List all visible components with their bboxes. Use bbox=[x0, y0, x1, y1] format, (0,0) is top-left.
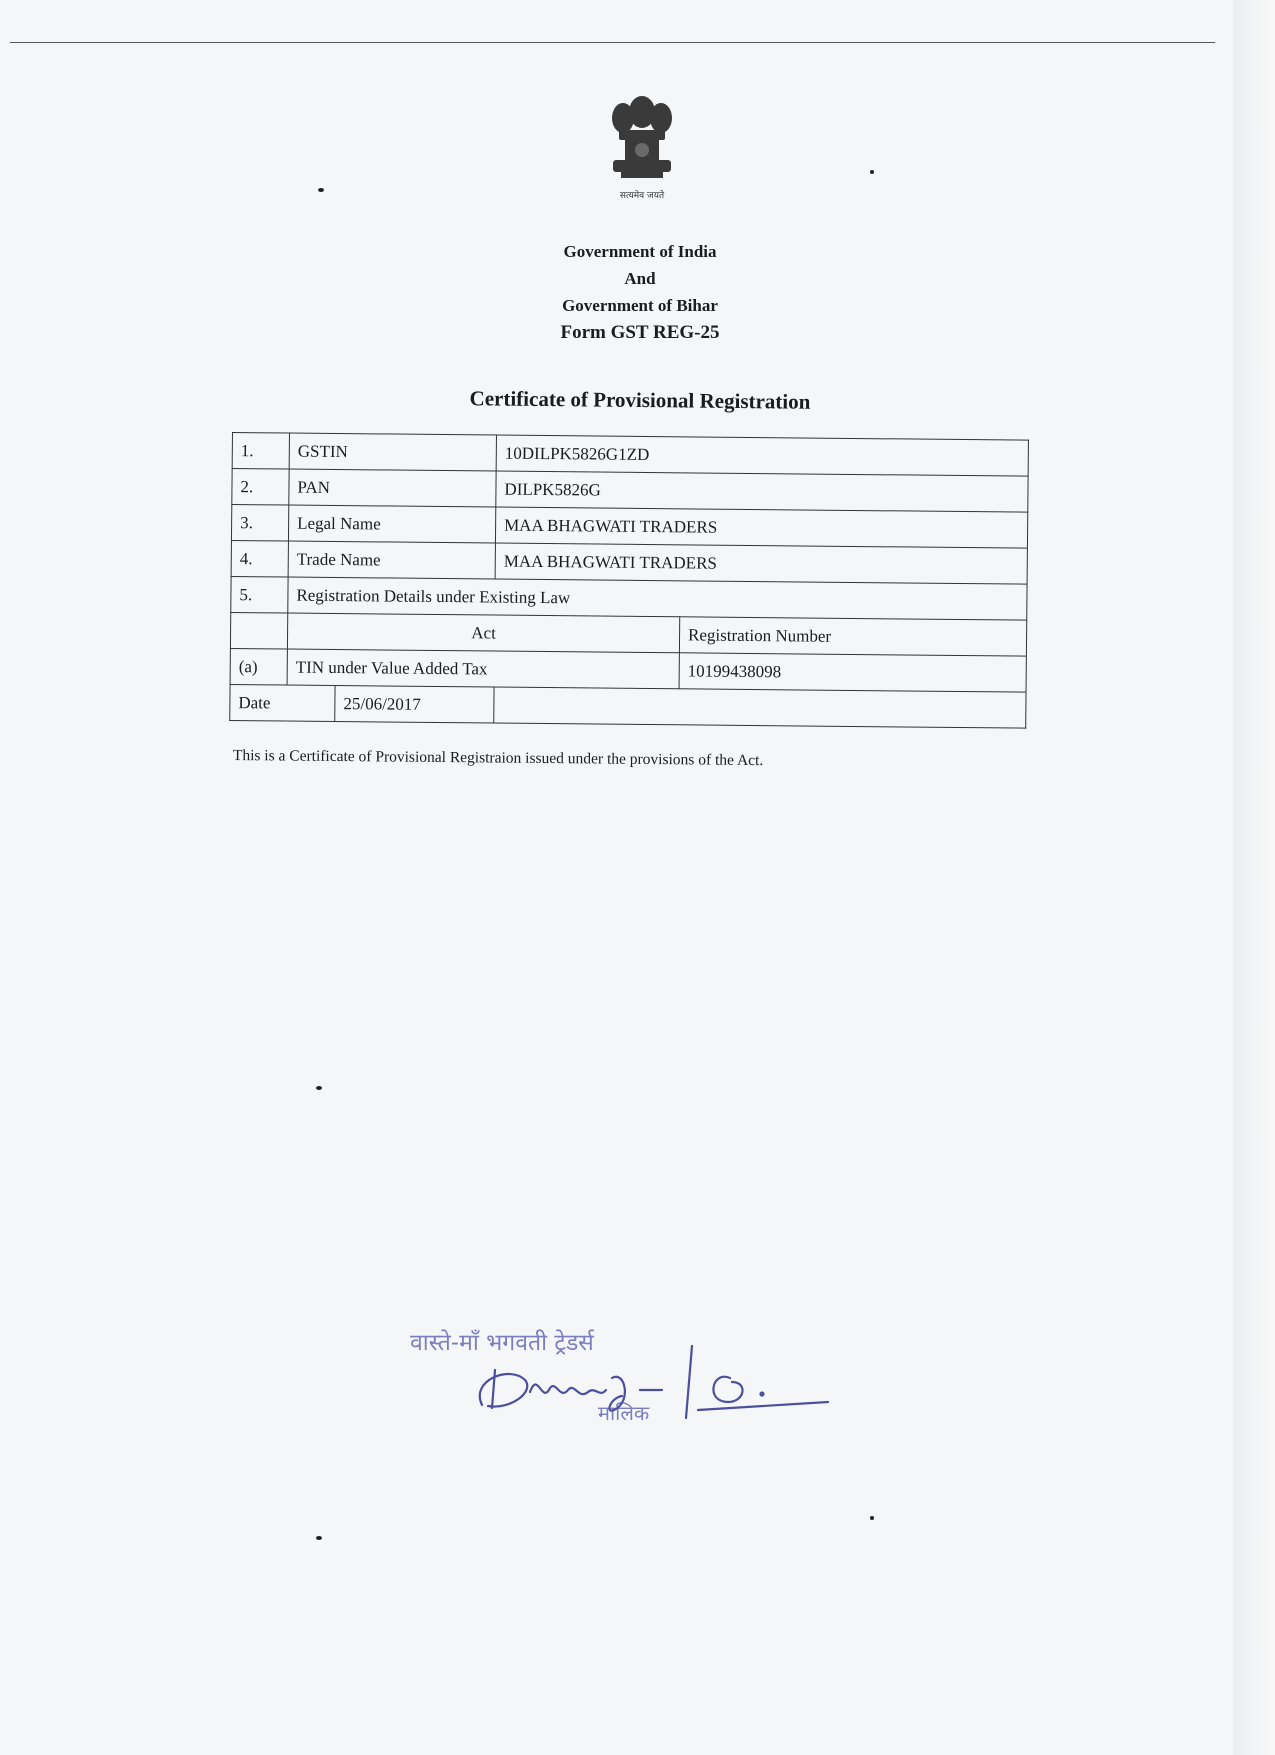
date-label-cell bbox=[230, 684, 494, 723]
scan-speck bbox=[316, 1086, 322, 1090]
row-label: Trade Name bbox=[288, 541, 495, 579]
scan-speck bbox=[870, 170, 874, 174]
row-label: GSTIN bbox=[289, 433, 496, 471]
national-emblem-icon bbox=[605, 90, 679, 210]
header-line-1: Government of India bbox=[563, 242, 717, 261]
registration-table bbox=[229, 432, 1029, 729]
header-line-2: And bbox=[624, 269, 656, 288]
form-number: Form GST REG-25 bbox=[560, 322, 720, 343]
row-label: PAN bbox=[289, 469, 496, 507]
date-value: 25/06/2017 bbox=[343, 694, 421, 714]
table-row bbox=[230, 684, 1026, 728]
section-label: Registration Details under Existing Law bbox=[288, 577, 1027, 620]
row-number: (a) bbox=[230, 648, 287, 685]
row-number: 1. bbox=[232, 433, 289, 470]
emblem-motto: सत्यमेव जयते bbox=[619, 191, 665, 201]
pan-value: DILPK5826G bbox=[496, 471, 1028, 512]
handwritten-signature bbox=[480, 1346, 828, 1418]
row-label: Legal Name bbox=[288, 505, 495, 543]
empty-cell bbox=[230, 612, 287, 649]
registration-number-header: Registration Number bbox=[679, 617, 1026, 656]
act-name: TIN under Value Added Tax bbox=[287, 649, 679, 689]
header-line-3: Government of Bihar bbox=[562, 296, 718, 315]
scan-edge bbox=[1233, 0, 1275, 1755]
certificate-footnote: This is a Certificate of Provisional Registraion issued under the provisions of the Act. bbox=[232, 747, 764, 770]
trade-name-value: MAA BHAGWATI TRADERS bbox=[495, 543, 1027, 584]
empty-cell bbox=[494, 687, 1026, 728]
certificate-title: Certificate of Provisional Registration bbox=[469, 386, 811, 414]
row-number: 2. bbox=[232, 469, 289, 506]
row-number: 4. bbox=[231, 540, 288, 577]
gstin-value: 10DILPK5826G1ZD bbox=[496, 435, 1028, 476]
tin-number: 10199438098 bbox=[679, 653, 1026, 692]
stamp-designation: मालिक bbox=[598, 1401, 650, 1425]
scan-speck bbox=[318, 188, 324, 192]
row-number: 5. bbox=[231, 576, 288, 613]
top-rule bbox=[10, 42, 1215, 43]
stamp-firm-name: वास्ते-माँ भगवती ट्रेडर्स bbox=[410, 1330, 594, 1356]
row-number: 3. bbox=[231, 505, 288, 542]
proprietor-stamp bbox=[400, 1310, 860, 1440]
document-header bbox=[440, 238, 840, 346]
legal-name-value: MAA BHAGWATI TRADERS bbox=[495, 507, 1027, 548]
scan-speck bbox=[870, 1516, 874, 1520]
act-header: Act bbox=[287, 613, 679, 653]
date-label: Date bbox=[230, 685, 335, 721]
scan-speck bbox=[316, 1536, 322, 1540]
